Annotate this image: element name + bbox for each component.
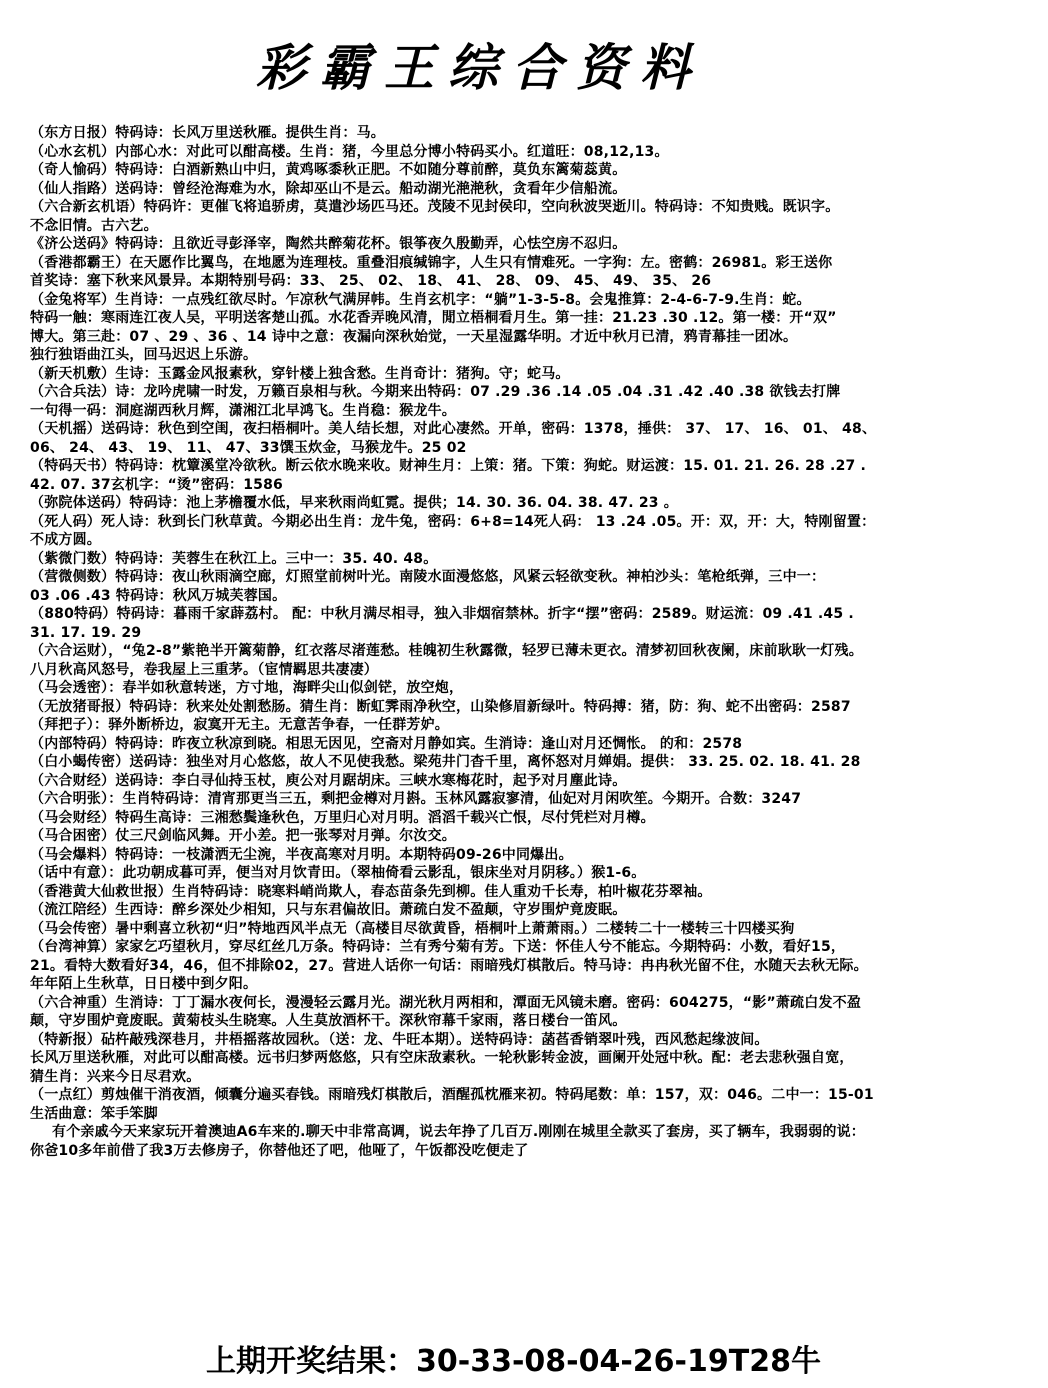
text-line: （奇人愉码）特码诗：白酒新熟山中归，黄鸡啄黍秋正肥。不如随分尊前醉，莫负东篱菊蕊黄。 [30, 162, 627, 178]
text-line: （弥院体送码）特码诗：池上茅檐覆水低，早来秋雨尚虹霓。提供；14. 30. 36. 04. 38. 47. 23 。 [30, 495, 679, 511]
text-line: （金兔将军）生肖诗：一点残红欲尽时。乍凉秋气满屏帏。生肖玄机字：“躺”1-3-5-8。会鬼推算：2-4-6-7-9.生肖：蛇。 [30, 291, 811, 308]
text-line: （香港黄大仙救世报）生肖特码诗：晓寒料峭尚欺人，春态苗条先到柳。佳人重劝千长寿，柏叶椒花芬翠袖。 [30, 883, 712, 900]
text-line: （台湾神算）家家乞巧望秋月，穿尽红丝几万条。特码诗：兰有秀兮菊有芳。下送：怀佳人兮不能忘。今期特码：小数，看好15， [30, 939, 846, 955]
text-line: （马会传密）暑中剩喜立秋初“归”特地西风半点无（高楼目尽欲黄昏，梧桐叶上萧萧雨。）二楼转二十一楼转三十四楼买狗 [30, 920, 795, 937]
text-line: 年年陌上生秋草，日日楼中到夕阳。 [30, 976, 258, 992]
text-line: （天机摇）送码诗：秋色到空闺，夜扫梧桐叶。美人结长想，对此心凄然。开单，密码：1378，捶供： 37、 17、 16、 01、 48、 [30, 421, 877, 437]
text-line: 一句得一码：洞庭湖西秋月辉，潇湘江北早鸿飞。生肖稳：猴龙牛。 [30, 402, 456, 419]
text-line: （死人码）死人诗：秋到长门秋草黄。今期必出生肖：龙牛兔，密码：6+8=14死人码： 13 .24 .05。开：双，开：大，特刚留置： [30, 513, 876, 530]
text-line: 生活曲意：笨手笨脚 [30, 1105, 158, 1122]
text-line: 不成方圆。 [30, 532, 101, 548]
text-line: （香港都霸王）在天愿作比翼鸟，在地愿为连理枝。重叠泪痕缄锦字，人生只有情难死。一字狗：左。密鹤：26981。彩王送你 [30, 254, 833, 271]
text-line: （特新报）砧杵敲残深巷月，井梧摇落故园秋。（送：龙、牛旺本期）。送特码诗：菡萏香销翠叶残，西风愁起缘波间。 [30, 1031, 769, 1048]
text-line: （东方日报）特码诗：长风万里送秋雁。提供生肖：马。 [30, 125, 385, 141]
text-line: （六合兵法）诗：龙吟虎啸一时发，万籁百泉相与秋。今期来出特码：07 .29 .36 .14 .05 .04 .31 .42 .40 .38 欲钱去打牌 [30, 384, 841, 400]
text-line: （一点红）剪烛催干消夜酒，倾囊分遍买春钱。雨暗残灯棋散后，酒醒孤枕雁来初。特码尾数：单：157，双：046。二中一：15-01 [30, 1087, 874, 1103]
text-line: （马合困密）仗三尺剑临风舞。开小差。把一张琴对月弹。尔汝交。 [30, 828, 456, 844]
text-line: （营微侧数）特码诗：夜山秋雨滴空廊，灯照堂前树叶光。南陵水面漫悠悠，风紧云轻欲变秋。神柏沙头：笔枪纸弹，三中一： [30, 569, 826, 585]
text-line: （马会财经）特码生高诗：三湘愁鬓逢秋色，万里归心对月明。滔滔千载兴亡恨，尽付凭栏对月樽。 [30, 809, 655, 826]
text-line: （新天机敷）生诗：玉露金风报素秋，穿针楼上独含愁。生肖奇计：猪狗。守；蛇马。 [30, 365, 570, 382]
text-line: 42. 07. 37玄机字：“烫”密码：1586 [30, 476, 283, 493]
text-line: （内部特码）特码诗：昨夜立秋凉到晓。相思无因见，空斋对月静如宾。生消诗：逢山对月还惆怅。 的和：2578 [30, 735, 743, 752]
text-line: 《济公送码》特码诗：且欲近寻彭泽宰，陶然共醉菊花杯。银筝夜久殷勤弄，心怯空房不忍归。 [30, 236, 627, 252]
text-line: （880特码）特码诗：暮雨千家薜荔村。 配：中秋月满尽相寻，独入非烟宿禁林。折字“摆”密码：2589。财运流：09 .41 .45 . [30, 606, 854, 622]
text-line: （仙人指路）送码诗：曾经沧海难为水，除却巫山不是云。船动湖光滟滟秋，贪看年少信船流。 [30, 180, 627, 197]
text-line: （马会爆料）特码诗：一枝潇洒无尘涴，半夜高寒对月明。本期特码09-26中同爆出。 [30, 846, 573, 863]
text-line: 猜生肖：兴来今日尽君欢。 [30, 1068, 201, 1085]
text-line: （特码天书）特码诗：枕簟溪堂冷欲秋。断云依水晚来收。财神生月：上策：猪。下策：狗蛇。财运渡：15. 01. 21. 26. 28 .27 . [30, 458, 867, 474]
text-line: 不念旧情。古六艺。 [30, 217, 158, 234]
text-line: （紫微门数）特码诗：芙蓉生在秋江上。三中一：35. 40. 48。 [30, 550, 438, 567]
text-line: 长风万里送秋雁，对此可以酣高楼。远书归梦两悠悠，只有空床敌素秋。一轮秋影转金波，画阑开处冠中秋。配：老去悲秋强自宽， [30, 1050, 854, 1066]
text-line: （马会透密）：春半如秋意转迷，方寸地，海畔尖山似剑铓，放空炮， [30, 680, 464, 696]
text-line: （六合明张）：生肖特码诗：清宵那更当三五，剩把金樽对月斟。玉林风露寂寥清，仙妃对月闲吹笙。今期开。合数：3247 [30, 791, 802, 807]
text-line: 首奖诗：塞下秋来风景异。本期特别号码：33、 25、 02、 18、 41、 28、 09、 45、 49、 35、 26 [30, 273, 712, 289]
text-line: 博大。第三赴：07 、29 、36 、14 诗中之意：夜漏向深秋始觉，一天星湿露华明。才近中秋月已清，鸦青幕挂一团冰。 [30, 328, 798, 345]
text-line: （无放猪哥报）特码诗：秋来处处割愁肠。猜生肖：断虹霁雨净秋空，山染修眉新绿叶。特码搏：猪，防：狗、蛇不出密码：2587 [30, 698, 851, 715]
text-line: 31. 17. 19. 29 [30, 624, 142, 641]
text-line: （六合财经）送码诗：李白寻仙持玉杖，庾公对月踞胡床。三峡水寒梅花时，起予对月塵此诗。 [30, 772, 627, 789]
text-line: （心水玄机）内部心水：对此可以酣高楼。生肖：猪，今里总分博小特码买小。红道旺：08,12,13。 [30, 143, 669, 160]
text-line: 八月秋高风怒号，卷我屋上三重茅。（宦情羁思共凄凄） [30, 661, 378, 678]
text-line: 特码一触：寒雨连江夜人吴，平明送客楚山孤。水花香弄晚风清，閒立梧桐看月生。第一挂：21.23 .30 .12。第一楼：开“双” [30, 310, 837, 326]
text-line: 有个亲戚今天来家玩开着澳迪A6车来的.聊天中非常高调，说去年挣了几百万.刚刚在城里全款买了套房，买了辆车，我弱弱的说： [52, 1124, 866, 1140]
text-line: （白小蝎传密）送码诗：独坐对月心悠悠，故人不见使我愁。梁苑井门杳千里，离怀怒对月婵娟。提供： 33. 25. 02. 18. 41. 28 [30, 754, 861, 770]
text-line: （话中有意）：此功朝成暮可弄，便当对月饮青田。（翠柚倚看云影乱，银床坐对月阴移。）猴1-6。 [30, 865, 646, 881]
text-line: 你爸10多年前借了我3万去修房子，你替他还了吧，他哑了，午饭都没吃便走了 [30, 1142, 529, 1159]
text-line: （拜把子）：驿外断桥边，寂寞开无主。无意苦争春，一任群芳妒。 [30, 717, 449, 733]
text-line: 独行独语曲江头，回马迟迟上乐游。 [30, 347, 258, 363]
last-draw-result: 上期开奖结果：30-33-08-04-26-19T28牛 [206, 1344, 821, 1379]
text-line: （流江陪经）生西诗：醉乡深处少相知，只与东君偏故旧。萧疏白发不盈颠，守岁围炉竟废眠。 [30, 902, 627, 918]
text-line: （六合神重）生消诗：丁丁漏水夜何长，漫漫轻云露月光。湖光秋月两相和，潭面无风镜未磨。密码：604275，“影”萧疏白发不盈 [30, 994, 862, 1011]
text-line: （六合运财），“兔2-8”紫艳半开篱菊静，红衣落尽渚莲愁。桂魄初生秋露微，轻罗已薄未更衣。清梦初回秋夜阑，床前耿耿一灯残。 [30, 643, 863, 659]
text-line: 06、 24、 43、 19、 11、 47、33馔玉炊金，马猴龙牛。25 02 [30, 439, 467, 456]
text-line: （六合新玄机语）特码许：更催飞将追骄虏，莫遣沙场匹马还。茂陵不见封侯印，空向秋波哭逝川。特码诗：不知贵贱。既识字。 [30, 199, 840, 215]
text-line: 03 .06 .43 特码诗：秋风万城芙蓉国。 [30, 587, 287, 604]
text-line: 21。看特大数看好34，46，但不排除02，27。营进人话你一句话：雨暗残灯棋散后。特马诗：冉冉秋光留不住，水随天去秋无际。 [30, 957, 868, 974]
page-title: 彩霸王综合资料 [256, 38, 704, 97]
text-line: 颠，守岁围炉竟废眠。黄菊枝头生晓寒。人生莫放酒杯干。深秋帘幕千家雨，落日楼台一笛风。 [30, 1013, 627, 1029]
article-body [30, 124, 1046, 1160]
